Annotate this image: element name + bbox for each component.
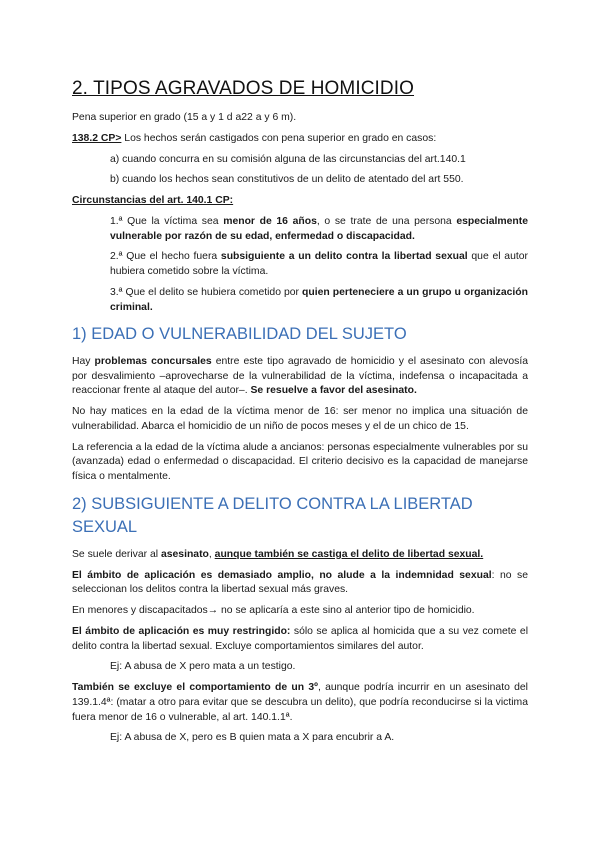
- c2-text-c: que el autor hubiera cometido sobre la víctima.: [110, 251, 528, 278]
- s2p4-b: sólo se aplica al homicida que a su vez comete el delito contra la libertad sexual. Excluye comportamientos similares del autor.: [72, 625, 529, 652]
- circunstancias-heading: Circunstancias del art. 140.1 CP:: [72, 195, 234, 207]
- s1p1-b: problemas concursales: [94, 355, 212, 367]
- s2p2-b: : no se seleccionan los delitos contra la libertad sexual más graves.: [72, 569, 528, 596]
- c2-text-b: subsiguiente a un delito contra la libertad sexual: [220, 251, 468, 263]
- art-138-line: [72, 132, 528, 147]
- item-b: b) cuando los hechos sean constitutivos de un delito de atentado del art 550.: [110, 174, 464, 186]
- s2p5-a: También se excluye el comportamiento de un 3º: [72, 682, 318, 694]
- s2p1-d: aunque también se castiga el delito de libertad sexual.: [214, 548, 484, 560]
- section-2-paragraph-3: En menores y discapacitados→ no se aplicaría a este sino al anterior tipo de homicidio.: [72, 605, 475, 617]
- art-138-text: Los hechos serán castigados con pena superior en grado en casos:: [121, 132, 437, 144]
- circunstancia-2: [110, 250, 528, 280]
- c1-text-d: especialmente vulnerable por razón de su edad, enfermedad o discapacidad.: [110, 215, 528, 242]
- c3-text-a: 3.ª Que el delito se hubiera cometido por: [110, 286, 303, 298]
- section-2-paragraph-2: [72, 569, 528, 599]
- section-1-paragraph-3: La referencia a la edad de la víctima alude a ancianos: personas especialmente vulnerables por su (avanzada) edad o enfermedad o discapacidad. El criterio decisivo es la capacidad de manejarse física o mentalmente.: [72, 441, 528, 483]
- s1p1-c: entre este tipo agravado de homicidio y el asesinato con alevosía por desvalimiento –aprovecharse de la vulnerabilidad de la víctima, indefensa o incapacitada a reaccionar frente al ataque del autor–.: [72, 355, 528, 397]
- page-title: 2. TIPOS AGRAVADOS DE HOMICIDIO: [72, 78, 415, 99]
- section-1-paragraph-2: No hay matices en la edad de la víctima menor de 16: ser menor no implica una situación de vulnerabilidad. Abarca el homicidio de un niño de pocos meses y el de un chico de 15.: [72, 406, 528, 432]
- example-2: Ej: A abusa de X, pero es B quien mata a X para encubrir a A.: [110, 732, 395, 744]
- c1-text-c: , o se trate de una persona: [316, 215, 457, 227]
- circunstancia-3: [110, 286, 528, 316]
- s2p2-a: El ámbito de aplicación es demasiado amplio, no alude a la indemnidad sexual: [72, 569, 492, 581]
- section-2-paragraph-1: [72, 548, 528, 563]
- section-1-heading: 1) EDAD O VULNERABILIDAD DEL SUJETO: [72, 325, 407, 344]
- item-a: a) cuando concurra en su comisión alguna de las circunstancias del art.140.1: [110, 153, 466, 165]
- s2p4-a: El ámbito de aplicación es muy restringido:: [72, 625, 291, 637]
- c1-text-b: menor de 16 años: [223, 215, 317, 227]
- art-138-ref: 138.2 CP>: [72, 132, 122, 144]
- s2p5-b: , aunque podría incurrir en un asesinato del 139.1.4ª: (matar a otro para evitar que se descubra un delito), que podría reconducirse si la victima fuera menor de 16 o vulnerable, al art. 140.1.1ª.: [72, 682, 528, 723]
- s1p1-d: Se resuelve a favor del asesinato.: [250, 385, 417, 397]
- s1p1-a: Hay: [72, 355, 95, 367]
- example-1: Ej: A abusa de X pero mata a un testigo.: [110, 661, 296, 673]
- s2p1-c: ,: [208, 548, 215, 560]
- s2p1-a: Se suele derivar al: [72, 548, 161, 560]
- section-2-paragraph-4: [72, 625, 528, 655]
- section-2-paragraph-5: [72, 681, 528, 725]
- section-1-paragraph-1: [72, 355, 528, 399]
- circunstancia-1: [110, 215, 528, 245]
- s2p1-b: asesinato: [160, 548, 209, 560]
- section-2-heading: 2) SUBSIGUIENTE A DELITO CONTRA LA LIBERTAD SEXUAL: [72, 494, 473, 537]
- c1-text-a: 1.ª Que la víctima sea: [110, 215, 224, 227]
- c3-text-b: quien perteneciere a un grupo u organización criminal.: [110, 286, 528, 313]
- pena-line: Pena superior en grado (15 a y 1 d a22 a y 6 m).: [72, 111, 297, 123]
- c2-text-a: 2.ª Que el hecho fuera: [110, 251, 221, 263]
